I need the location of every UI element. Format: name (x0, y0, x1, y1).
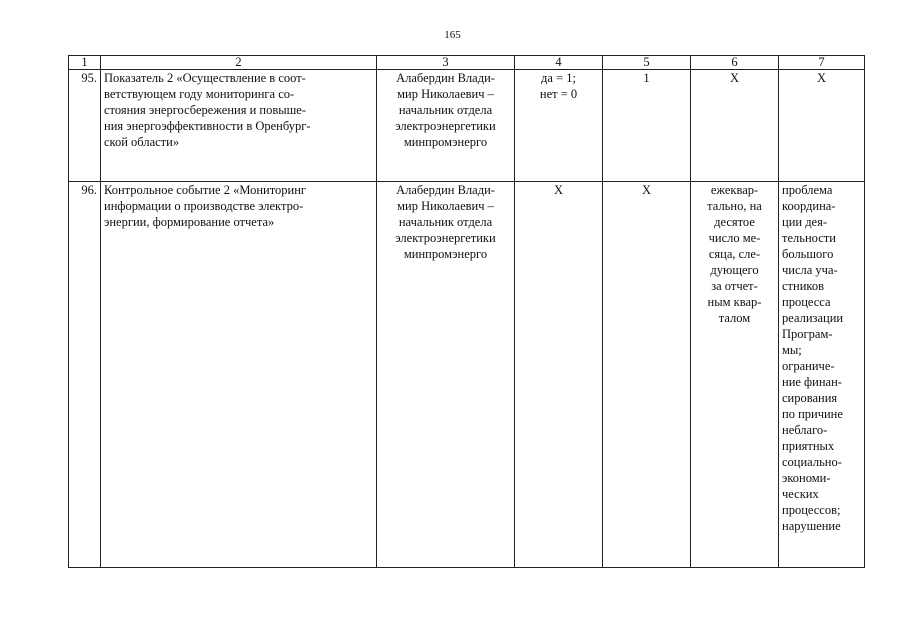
table-row (69, 182, 865, 568)
header-cell-1: 1 (69, 56, 101, 70)
row-col7: проблема координа- ции дея- тельности большого числа уча- стников процесса реализации Програм- мы; ограниче- ние финан- сирования по причине неблаго- приятных социально- экономи- ческих процессов; нарушение (779, 182, 865, 568)
row-col5: Х (603, 182, 691, 568)
row-col7: Х (779, 70, 865, 182)
row-number: 96. (69, 182, 101, 568)
header-cell-6: 6 (691, 56, 779, 70)
row-col6: ежеквар- тально, на десятое число ме- сяца, сле- дующего за отчет- ным квар- талом (691, 182, 779, 568)
row-col6: Х (691, 70, 779, 182)
page-number: 165 (444, 29, 461, 41)
header-cell-5: 5 (603, 56, 691, 70)
row-col5: 1 (603, 70, 691, 182)
row-name: Показатель 2 «Осуществление в соот- ветствующем году мониторинга со- стояния энергосбережения и повыше- ния энергоэффективности в Оренбург- ской области» (101, 70, 377, 182)
row-name: Контрольное событие 2 «Мониторинг информации о производстве электро- энергии, формирование отчета» (101, 182, 377, 568)
header-cell-2: 2 (101, 56, 377, 70)
row-col4: Х (515, 182, 603, 568)
row-col4: да = 1; нет = 0 (515, 70, 603, 182)
program-table (68, 55, 865, 568)
row-responsible: Алабердин Влади- мир Николаевич – начальник отдела электроэнергетики минпромэнерго (377, 182, 515, 568)
row-responsible: Алабердин Влади- мир Николаевич – начальник отдела электроэнергетики минпромэнерго (377, 70, 515, 182)
table-row (69, 70, 865, 182)
header-cell-3: 3 (377, 56, 515, 70)
row-number: 95. (69, 70, 101, 182)
header-cell-4: 4 (515, 56, 603, 70)
table-header-row (69, 56, 865, 70)
header-cell-7: 7 (779, 56, 865, 70)
